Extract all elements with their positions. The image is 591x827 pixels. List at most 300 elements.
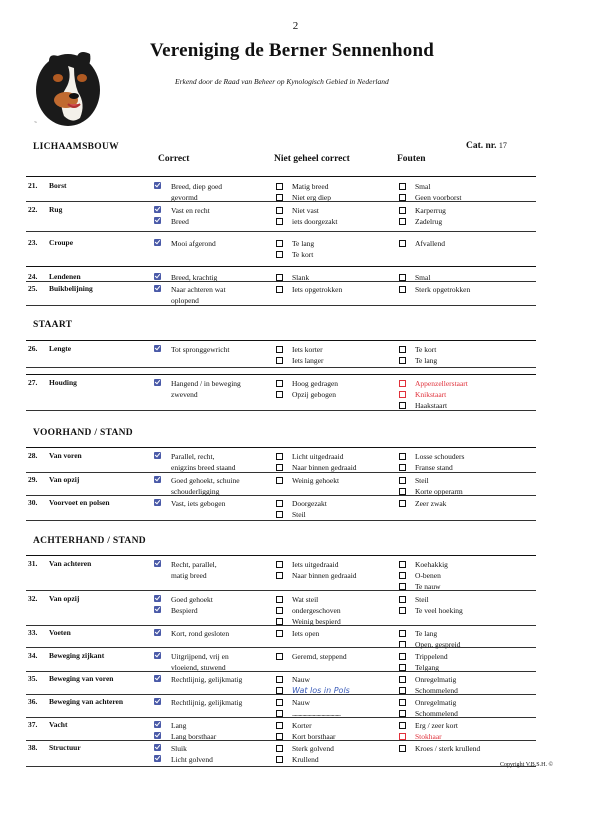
option-item[interactable] xyxy=(276,509,327,520)
checkbox-icon[interactable] xyxy=(399,630,406,637)
option-label: Tot spronggewricht xyxy=(171,345,230,354)
checked-checkbox-icon[interactable] xyxy=(154,755,161,762)
row-trait-name: Buikbelijning xyxy=(49,284,93,293)
checkbox-icon[interactable] xyxy=(276,240,283,247)
checkbox-icon[interactable] xyxy=(276,391,283,398)
option-item[interactable] xyxy=(276,605,341,616)
row-number: 36. xyxy=(28,697,38,706)
row-number: 35. xyxy=(28,674,38,683)
option-item[interactable] xyxy=(399,400,468,411)
checkbox-icon[interactable] xyxy=(399,183,406,190)
checked-checkbox-icon[interactable] xyxy=(154,345,161,352)
option-label: Slank xyxy=(292,273,310,282)
option-label: Naar binnen gedraaid xyxy=(292,463,357,472)
cell-niet-geheel xyxy=(276,475,339,486)
option-item[interactable] xyxy=(399,284,470,295)
option-label: iets doorgezakt xyxy=(292,217,338,226)
option-label: Steil xyxy=(292,510,306,519)
option-label: Afvallend xyxy=(415,239,445,248)
cell-fouten xyxy=(399,205,446,227)
checkbox-icon[interactable] xyxy=(399,653,406,660)
option-label: Hangend / in beweging xyxy=(171,379,241,388)
checked-checkbox-icon[interactable] xyxy=(154,273,161,280)
option-label: Matig breed xyxy=(292,182,329,191)
row-divider xyxy=(26,340,536,341)
cell-correct xyxy=(154,378,241,400)
checkbox-icon[interactable] xyxy=(399,380,406,387)
checkbox-icon[interactable] xyxy=(276,464,283,471)
row-divider xyxy=(26,590,536,591)
option-item[interactable] xyxy=(154,378,241,389)
option-item[interactable] xyxy=(276,475,339,486)
option-label: matig breed xyxy=(171,571,207,580)
cell-correct xyxy=(154,238,216,249)
option-item[interactable] xyxy=(276,389,338,400)
checkbox-icon[interactable] xyxy=(276,699,283,706)
option-item[interactable] xyxy=(399,181,461,192)
option-item[interactable] xyxy=(154,451,236,462)
checkbox-icon[interactable] xyxy=(276,572,283,579)
cell-niet-geheel xyxy=(276,238,314,260)
option-item[interactable] xyxy=(154,743,213,754)
row-number: 33. xyxy=(28,628,38,637)
svg-text:~: ~ xyxy=(34,120,37,126)
option-item[interactable] xyxy=(276,344,323,355)
cell-fouten xyxy=(399,594,463,616)
checked-checkbox-icon[interactable] xyxy=(154,560,161,567)
checkbox-icon[interactable] xyxy=(399,477,406,484)
option-label: zwevend xyxy=(171,390,198,399)
option-label: Geen voorborst xyxy=(415,193,462,202)
cell-niet-geheel xyxy=(276,594,341,627)
option-label: Rechtlijnig, gelijkmatig xyxy=(171,675,243,684)
option-item[interactable] xyxy=(276,451,357,462)
option-item[interactable] xyxy=(154,475,240,486)
option-label: Schommelend xyxy=(415,686,458,695)
checked-checkbox-icon[interactable] xyxy=(154,476,161,483)
checkbox-icon[interactable] xyxy=(276,596,283,603)
checkbox-icon[interactable] xyxy=(399,583,406,590)
option-item[interactable] xyxy=(399,639,460,650)
checkbox-icon[interactable] xyxy=(399,346,406,353)
option-label: Onregelmatig xyxy=(415,675,457,684)
option-item[interactable] xyxy=(154,651,229,662)
checkbox-icon[interactable] xyxy=(276,745,283,752)
option-item[interactable] xyxy=(154,628,229,639)
checked-checkbox-icon[interactable] xyxy=(154,239,161,246)
checkbox-icon[interactable] xyxy=(276,687,283,694)
option-label: Telgang xyxy=(415,663,440,672)
checkbox-icon[interactable] xyxy=(276,511,283,518)
copyright: Copyright V.B.S.H. © xyxy=(500,762,554,768)
cell-correct xyxy=(154,284,226,306)
checkbox-icon[interactable] xyxy=(399,453,406,460)
option-label: Breed, diep goed xyxy=(171,182,223,191)
checkbox-icon[interactable] xyxy=(399,687,406,694)
checkbox-icon[interactable] xyxy=(276,710,283,717)
checkbox-icon[interactable] xyxy=(399,500,406,507)
checked-checkbox-icon[interactable] xyxy=(154,499,161,506)
checkbox-icon[interactable] xyxy=(276,218,283,225)
option-label: Koehakkig xyxy=(415,560,448,569)
option-label: Steil xyxy=(415,595,429,604)
option-label: oplopend xyxy=(171,296,199,305)
cell-fouten xyxy=(399,697,458,719)
checked-checkbox-icon[interactable] xyxy=(154,652,161,659)
row-trait-name: Rug xyxy=(49,205,63,214)
row-divider xyxy=(26,231,536,232)
cell-fouten xyxy=(399,475,463,497)
row-number: 31. xyxy=(28,559,38,568)
checked-checkbox-icon[interactable] xyxy=(154,744,161,751)
checkbox-icon[interactable] xyxy=(399,745,406,752)
option-item[interactable] xyxy=(399,628,460,639)
checkbox-icon[interactable] xyxy=(276,607,283,614)
option-label: Naar binnen gedraaid xyxy=(292,571,357,580)
cell-niet-geheel xyxy=(276,451,357,473)
option-item[interactable] xyxy=(399,674,458,685)
row-number: 28. xyxy=(28,451,38,460)
checkbox-icon[interactable] xyxy=(276,346,283,353)
column-header-niet-geheel: Niet geheel correct xyxy=(274,154,350,164)
row-trait-name: Van achteren xyxy=(49,559,92,568)
checkbox-icon[interactable] xyxy=(399,572,406,579)
option-item[interactable] xyxy=(276,238,314,249)
checked-checkbox-icon[interactable] xyxy=(154,721,161,728)
option-item[interactable] xyxy=(154,238,216,249)
checkbox-icon[interactable] xyxy=(399,561,406,568)
checkbox-icon[interactable] xyxy=(399,607,406,614)
row-trait-name: Lendenen xyxy=(49,272,81,281)
option-label: vloeiend, stuwend xyxy=(171,663,226,672)
option-item[interactable] xyxy=(276,754,334,765)
checkbox-icon[interactable] xyxy=(276,207,283,214)
option-item[interactable] xyxy=(154,498,225,509)
option-item[interactable] xyxy=(154,605,213,616)
option-label: Zeer zwak xyxy=(415,499,447,508)
cell-correct xyxy=(154,344,229,355)
row-divider xyxy=(26,740,536,741)
option-item[interactable] xyxy=(399,651,448,662)
checkbox-icon[interactable] xyxy=(276,676,283,683)
option-item[interactable] xyxy=(154,570,217,581)
option-item[interactable] xyxy=(276,181,331,192)
option-item[interactable] xyxy=(154,389,241,400)
checkbox-icon[interactable] xyxy=(399,402,406,409)
cell-niet-geheel xyxy=(276,697,340,719)
option-label: Rechtlijnig, gelijkmatig xyxy=(171,698,243,707)
option-item[interactable] xyxy=(154,181,222,192)
option-item[interactable] xyxy=(154,754,213,765)
column-header-correct: Correct xyxy=(158,154,190,164)
option-item[interactable] xyxy=(276,498,327,509)
cell-correct xyxy=(154,594,213,616)
cell-niet-geheel xyxy=(276,674,350,696)
option-label: Te kort xyxy=(415,345,437,354)
row-number: 32. xyxy=(28,594,38,603)
option-item[interactable] xyxy=(154,295,226,306)
row-number: 22. xyxy=(28,205,38,214)
checked-checkbox-icon[interactable] xyxy=(154,629,161,636)
checkbox-icon[interactable] xyxy=(276,500,283,507)
checked-checkbox-icon[interactable] xyxy=(154,285,161,292)
option-item[interactable] xyxy=(154,284,226,295)
option-item[interactable] xyxy=(276,720,336,731)
checkbox-icon[interactable] xyxy=(399,733,406,740)
row-trait-name: Beweging van voren xyxy=(49,674,114,683)
option-label: Breed xyxy=(171,217,189,226)
option-label: Erg / zeer kort xyxy=(415,721,458,730)
option-label: Sterk opgetrokken xyxy=(415,285,471,294)
cell-niet-geheel xyxy=(276,284,342,295)
option-label: Uitgrijpend, vrij en xyxy=(171,652,229,661)
option-item[interactable] xyxy=(399,344,437,355)
option-item[interactable] xyxy=(399,451,464,462)
checkbox-icon[interactable] xyxy=(276,653,283,660)
checkbox-icon[interactable] xyxy=(276,286,283,293)
checkbox-icon[interactable] xyxy=(399,464,406,471)
option-item[interactable] xyxy=(276,570,357,581)
checkbox-icon[interactable] xyxy=(399,596,406,603)
cell-correct xyxy=(154,651,229,673)
option-label: Iets uitgedraaid xyxy=(292,560,339,569)
row-number: 23. xyxy=(28,238,38,247)
row-number: 34. xyxy=(28,651,38,660)
cell-correct xyxy=(154,559,217,581)
row-number: 24. xyxy=(28,272,38,281)
option-item[interactable] xyxy=(399,378,468,389)
option-item[interactable] xyxy=(276,378,338,389)
option-item[interactable] xyxy=(276,697,340,708)
section-lichaamsbouw: LICHAAMSBOUW xyxy=(33,142,119,152)
row-trait-name: Structuur xyxy=(49,743,81,752)
cell-correct xyxy=(154,475,240,497)
page-number: 2 xyxy=(292,20,299,32)
option-label: Parallel, recht, xyxy=(171,452,215,461)
cell-fouten xyxy=(399,651,448,673)
row-number: 25. xyxy=(28,284,38,293)
checked-checkbox-icon[interactable] xyxy=(154,452,161,459)
option-label: Te veel hoeking xyxy=(415,606,463,615)
option-item[interactable] xyxy=(276,205,337,216)
option-label: Goed gehoekt xyxy=(171,595,213,604)
checkbox-icon[interactable] xyxy=(276,630,283,637)
row-number: 38. xyxy=(28,743,38,752)
checkbox-icon[interactable] xyxy=(276,477,283,484)
option-item[interactable] xyxy=(276,594,341,605)
page-title: Vereniging de Berner Sennenhond xyxy=(150,40,435,61)
option-item[interactable] xyxy=(154,344,229,355)
row-trait-name: Borst xyxy=(49,181,67,190)
option-label: Losse schouders xyxy=(415,452,465,461)
option-item[interactable] xyxy=(276,628,319,639)
row-trait-name: Houding xyxy=(49,378,77,387)
option-item[interactable] xyxy=(276,216,337,227)
option-item[interactable] xyxy=(399,605,463,616)
option-label: Kort, rond gesloten xyxy=(171,629,230,638)
option-item[interactable] xyxy=(399,697,458,708)
option-label: Korte opperarm xyxy=(415,487,463,496)
option-label: Te lang xyxy=(415,356,438,365)
bernese-dog-logo xyxy=(28,38,114,128)
option-item[interactable] xyxy=(399,570,448,581)
checkbox-icon[interactable] xyxy=(276,380,283,387)
option-item[interactable] xyxy=(399,205,446,216)
cell-fouten xyxy=(399,720,458,742)
option-label: Te lang xyxy=(415,629,438,638)
option-item[interactable] xyxy=(154,216,210,227)
option-item[interactable] xyxy=(154,697,242,708)
checkbox-icon[interactable] xyxy=(276,183,283,190)
row-trait-name: Van opzij xyxy=(49,594,80,603)
row-divider xyxy=(26,266,536,267)
checkbox-icon[interactable] xyxy=(276,756,283,763)
cell-fouten xyxy=(399,498,446,509)
cell-fouten xyxy=(399,743,480,754)
option-label: Stokhaar xyxy=(415,732,442,741)
checkbox-icon[interactable] xyxy=(399,357,406,364)
option-item[interactable] xyxy=(276,355,323,366)
option-label: Onregelmatig xyxy=(415,698,457,707)
option-label: enigzins breed staand xyxy=(171,463,236,472)
option-label: Niet erg diep xyxy=(292,193,332,202)
option-label: Smal xyxy=(415,273,431,282)
option-item[interactable] xyxy=(276,284,342,295)
checkbox-icon[interactable] xyxy=(399,699,406,706)
checkbox-icon[interactable] xyxy=(399,676,406,683)
option-item[interactable] xyxy=(154,205,210,216)
column-header-fouten: Fouten xyxy=(397,154,426,164)
option-item[interactable] xyxy=(399,475,463,486)
checked-checkbox-icon[interactable] xyxy=(154,595,161,602)
cell-correct xyxy=(154,498,225,509)
option-label: Karperrug xyxy=(415,206,446,215)
row-divider xyxy=(26,305,536,306)
option-label: Licht uitgedraaid xyxy=(292,452,344,461)
option-label: Recht, parallel, xyxy=(171,560,217,569)
option-label: Steil xyxy=(415,476,429,485)
option-item[interactable] xyxy=(276,249,314,260)
checkbox-icon[interactable] xyxy=(399,488,406,495)
option-label: Appenzellerstaart xyxy=(415,379,468,388)
option-item[interactable] xyxy=(154,674,242,685)
option-label: Sluik xyxy=(171,744,187,753)
row-divider xyxy=(26,281,536,282)
checkbox-icon[interactable] xyxy=(399,274,406,281)
option-item[interactable] xyxy=(154,594,213,605)
option-item[interactable] xyxy=(399,238,445,249)
option-label: Hoog gedragen xyxy=(292,379,339,388)
option-label: Kroes / sterk krullend xyxy=(415,744,481,753)
checked-checkbox-icon[interactable] xyxy=(154,606,161,613)
checkbox-icon[interactable] xyxy=(399,391,406,398)
row-divider xyxy=(26,472,536,473)
option-item[interactable] xyxy=(276,559,357,570)
category-number: Cat. nr. 17 xyxy=(466,141,507,151)
checkbox-icon[interactable] xyxy=(276,561,283,568)
option-label: Iets korter xyxy=(292,345,323,354)
checkbox-icon[interactable] xyxy=(276,722,283,729)
option-label: Opzij gebogen xyxy=(292,390,336,399)
checked-checkbox-icon[interactable] xyxy=(154,732,161,739)
checkbox-icon[interactable] xyxy=(276,274,283,281)
option-label: Iets opgetrokken xyxy=(292,285,343,294)
checked-checkbox-icon[interactable] xyxy=(154,217,161,224)
row-number: 29. xyxy=(28,475,38,484)
option-item[interactable] xyxy=(399,594,463,605)
checkbox-icon[interactable] xyxy=(399,286,406,293)
checked-checkbox-icon[interactable] xyxy=(154,206,161,213)
checkbox-icon[interactable] xyxy=(399,710,406,717)
option-item[interactable] xyxy=(154,559,217,570)
checkbox-icon[interactable] xyxy=(399,240,406,247)
checkbox-icon[interactable] xyxy=(399,218,406,225)
option-item[interactable] xyxy=(399,559,448,570)
option-label: Wat los in Pols xyxy=(292,686,350,695)
checkbox-icon[interactable] xyxy=(276,453,283,460)
checkbox-icon[interactable] xyxy=(399,722,406,729)
row-trait-name: Beweging van achteren xyxy=(49,697,124,706)
cell-niet-geheel xyxy=(276,628,319,639)
checkbox-icon[interactable] xyxy=(276,733,283,740)
cell-fouten xyxy=(399,181,461,203)
cell-correct xyxy=(154,674,242,685)
option-item[interactable] xyxy=(399,498,446,509)
cell-fouten xyxy=(399,344,437,366)
option-label: Korter xyxy=(292,721,312,730)
option-item[interactable] xyxy=(399,389,468,400)
option-item[interactable] xyxy=(399,720,458,731)
row-divider xyxy=(26,495,536,496)
cell-correct xyxy=(154,181,222,203)
checked-checkbox-icon[interactable] xyxy=(154,675,161,682)
option-item[interactable] xyxy=(276,743,334,754)
row-divider xyxy=(26,625,536,626)
option-label: Licht golvend xyxy=(171,755,213,764)
checked-checkbox-icon[interactable] xyxy=(154,182,161,189)
cell-correct xyxy=(154,720,216,742)
option-item[interactable] xyxy=(154,720,216,731)
checkbox-icon[interactable] xyxy=(276,194,283,201)
checked-checkbox-icon[interactable] xyxy=(154,379,161,386)
option-item[interactable] xyxy=(399,743,480,754)
row-trait-name: Voorvoet en polsen xyxy=(49,498,110,507)
option-item[interactable] xyxy=(276,651,347,662)
checkbox-icon[interactable] xyxy=(399,194,406,201)
cell-niet-geheel xyxy=(276,498,327,520)
option-item[interactable] xyxy=(276,674,350,685)
option-label: Breed, krachtig xyxy=(171,273,218,282)
option-item[interactable] xyxy=(399,355,437,366)
section-voorhand: VOORHAND / STAND xyxy=(33,428,133,438)
checkbox-icon[interactable] xyxy=(399,207,406,214)
option-label: Lang xyxy=(171,721,187,730)
checked-checkbox-icon[interactable] xyxy=(154,698,161,705)
row-divider xyxy=(26,694,536,695)
option-label: Mooi afgerond xyxy=(171,239,216,248)
cell-niet-geheel xyxy=(276,559,357,581)
option-label: Doorgezakt xyxy=(292,499,327,508)
option-label: Geremd, steppend xyxy=(292,652,347,661)
checkbox-icon[interactable] xyxy=(276,251,283,258)
checkbox-icon[interactable] xyxy=(276,618,283,625)
option-item[interactable] xyxy=(399,216,446,227)
checkbox-icon[interactable] xyxy=(276,357,283,364)
checkbox-icon[interactable] xyxy=(399,664,406,671)
row-trait-name: Van voren xyxy=(49,451,82,460)
option-label: Bespierd xyxy=(171,606,198,615)
option-label: schouderligging xyxy=(171,487,220,496)
